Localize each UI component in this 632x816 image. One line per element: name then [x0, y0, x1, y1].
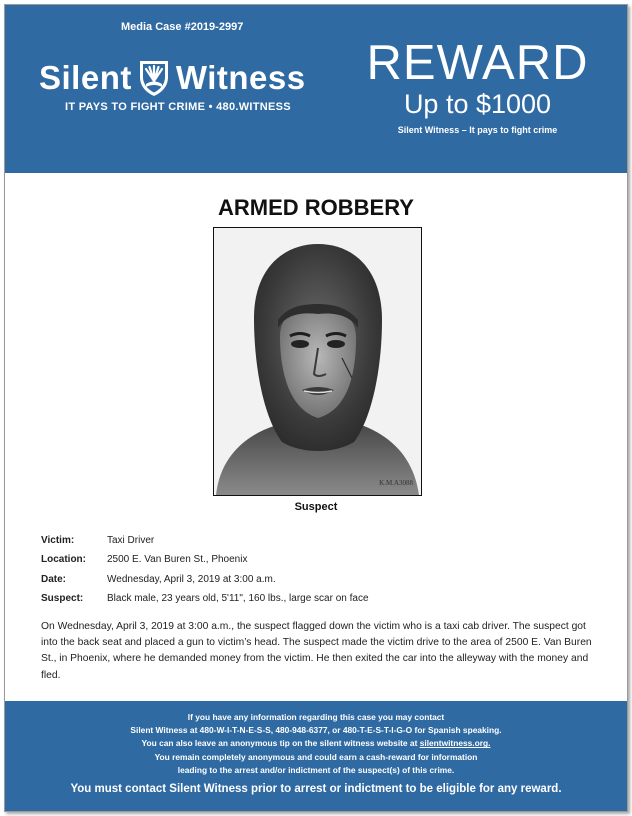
footer-line: You remain completely anonymous and could earn a cash-reward for information [154, 751, 478, 762]
detail-label: Date: [41, 573, 67, 585]
footer-line: Silent Witness at 480-W-I-T-N-E-S-S, 480-948-6377, or 480-T-E-S-T-I-G-O for Spanish speaking. [130, 725, 502, 736]
logo-text-right: Witness [175, 58, 306, 96]
sketch-artist-credit: K.M.A3088 [379, 479, 413, 487]
detail-value: Taxi Driver [107, 535, 155, 547]
eligibility-warning: You must contact Silent Witness prior to arrest or indictment to be eligible for any reward. [70, 783, 562, 795]
shield-sun-icon [137, 57, 171, 97]
reward-title: REWARD [366, 36, 589, 90]
detail-value: 2500 E. Van Buren St., Phoenix [107, 554, 248, 566]
detail-label: Location: [41, 554, 86, 566]
footer-line: If you have any information regarding this case you may contact [187, 712, 445, 722]
header-banner [5, 5, 627, 173]
flyer [4, 4, 628, 812]
media-case-number: Media Case #2019-2997 [121, 21, 244, 33]
case-details [41, 531, 601, 608]
logo-text-left: Silent [39, 58, 132, 96]
tagline: IT PAYS TO FIGHT CRIME • 480.WITNESS [65, 101, 291, 113]
case-title: ARMED ROBBERY [218, 195, 414, 220]
suspect-sketch-drawing [214, 228, 421, 495]
footer-line-text: You can also leave an anonymous tip on the silent witness website at [141, 738, 420, 749]
footer-contact-info [5, 711, 627, 777]
detail-label: Suspect: [41, 593, 84, 605]
detail-row-location [41, 550, 601, 569]
footer-banner [5, 701, 627, 811]
silent-witness-logo [39, 55, 306, 99]
detail-row-date [41, 570, 601, 589]
case-narrative: On Wednesday, April 3, 2019 at 3:00 a.m., the suspect flagged down the victim who is a taxi cab driver. The suspect got into the back seat and placed a gun to victim’s head. The suspect made the victim drive to the area of 2500 E. Van Buren St., in Phoenix, where he demanded money from the victim. He then exited the car into the alleyway with the money and fled. [41, 621, 592, 681]
detail-value: Wednesday, April 3, 2019 at 3:00 a.m. [107, 573, 276, 585]
photo-caption: Suspect [294, 501, 338, 513]
footer-line: leading to the arrest and/or indictment of the suspect(s) of this crime. [177, 764, 455, 775]
suspect-sketch [213, 227, 422, 496]
reward-subtitle: Silent Witness – It pays to fight crime [397, 125, 558, 135]
website-link[interactable]: silentwitness.org. [419, 738, 491, 749]
detail-row-suspect [41, 589, 601, 608]
detail-value: Black male, 23 years old, 5'11", 160 lbs., large scar on face [107, 593, 369, 605]
detail-row-victim [41, 531, 601, 550]
footer-line [5, 737, 627, 750]
detail-label: Victim: [41, 535, 75, 547]
reward-amount: Up to $1000 [403, 89, 552, 119]
